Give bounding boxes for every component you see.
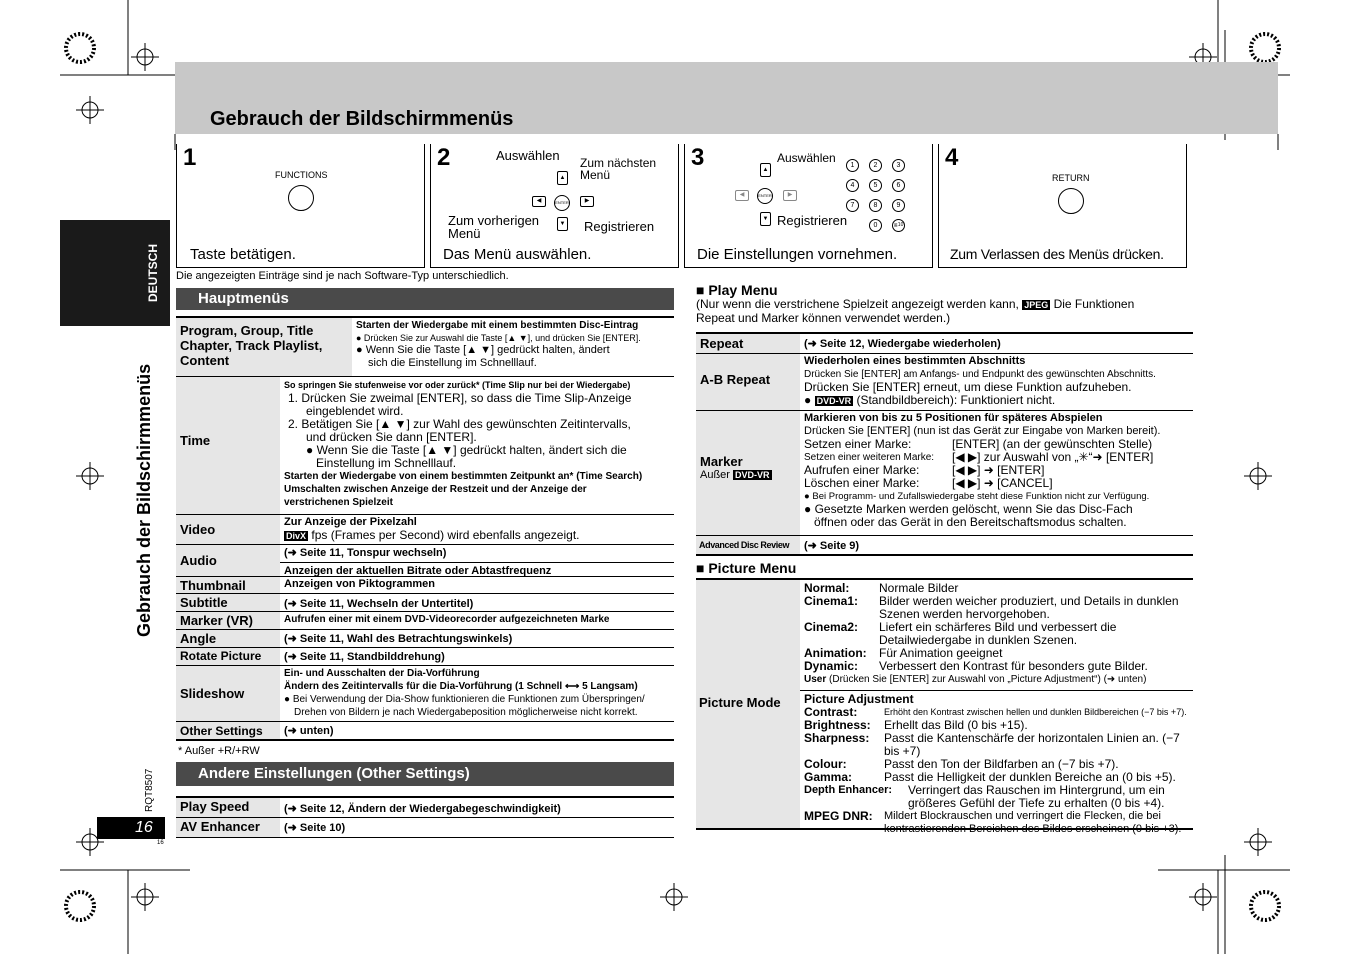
row-angle: [176, 630, 674, 648]
num-key-6[interactable]: 6: [892, 179, 905, 192]
functions-button[interactable]: [288, 185, 314, 211]
mode-desc: Liefert ein schärferes Bild und verbessert die Detailwiedergabe in dunklen Szenen.: [879, 620, 1117, 647]
row-key: Marker: [700, 454, 743, 469]
row-play-speed: [176, 798, 674, 818]
row-desc: ● Wenn Sie die Taste [▲ ▼] gedrückt halten, ändert sich die: [306, 443, 627, 457]
marker-action: Setzen einer weiteren Marke:: [804, 452, 935, 463]
row-desc: Ändern des Zeitintervalls für die Dia-Vorführung (1 Schnell ⟷ 5 Langsam): [284, 681, 638, 692]
play-menu-intro-text: Die Funktionen: [1053, 297, 1135, 311]
row-key: Angle: [176, 630, 280, 647]
mode-name: Cinema1:: [804, 594, 859, 608]
row-key: Rotate Picture: [176, 648, 280, 665]
dvd-vr-tag: DVD-VR: [816, 396, 852, 406]
row-desc: Drücken Sie [ENTER] erneut, um diese Funktion aufzuheben.: [804, 380, 1132, 394]
play-menu-table: [696, 332, 1193, 556]
marker-keys: [◀ ▶] zur Auswahl von „✳“➜ [ENTER]: [952, 450, 1154, 464]
num-key-3[interactable]: 3: [892, 159, 905, 172]
mode-desc: Für Animation geeignet: [879, 646, 1003, 660]
mode-name: Cinema2:: [804, 620, 859, 634]
row-key-cell: [696, 411, 800, 535]
vertical-title: Gebrauch der Bildschirmmenüs: [134, 363, 154, 637]
adj-name: Gamma:: [804, 770, 853, 784]
marker-action: Löschen einer Marke:: [804, 476, 920, 490]
row-other-settings: [176, 722, 674, 741]
row-desc: 1. Drücken Sie zweimal [ENTER], so dass die Time Slip-Anzeige: [288, 391, 632, 405]
row-desc: (➜ Seite 12, Ändern der Wiedergabegeschwindigkeit): [284, 803, 561, 815]
row-desc: Anzeigen der aktuellen Bitrate oder Abtastfrequenz: [284, 565, 552, 577]
adj-desc: Passt die Helligkeit der dunklen Bereiche an (0 bis +5).: [884, 770, 1176, 784]
step-2-number: 2: [437, 144, 451, 171]
left-arrow-key-3[interactable]: ◀: [735, 190, 749, 201]
step-1-number: 1: [183, 144, 197, 171]
play-menu-heading: ■ Play Menu: [696, 282, 778, 298]
main-menus-table: [176, 316, 674, 741]
mode-name: Normal:: [804, 581, 850, 595]
row-key: Time: [176, 377, 280, 514]
row-desc: verstrichenen Spielzeit: [284, 497, 393, 508]
play-menu-intro: [696, 298, 1193, 325]
row-desc: (➜ Seite 9): [804, 540, 860, 552]
mode-desc: Normale Bilder: [879, 581, 959, 595]
row-desc: (➜ Seite 12, Wiedergabe wiederholen): [804, 338, 1001, 350]
row-desc: Aufrufen einer mit einem DVD-Videorecorder aufgezeichneten Marke: [284, 614, 610, 625]
row-desc: Anzeigen von Piktogrammen: [284, 578, 435, 590]
footnote: * Außer +R/+RW: [178, 745, 260, 757]
play-menu-intro-text: (Nur wenn die verstrichene Spielzeit angezeigt werden kann,: [696, 297, 1019, 311]
enter-key[interactable]: ENTER: [554, 195, 570, 211]
marker-keys: [ENTER] (an der gewünschten Stelle): [952, 437, 1153, 451]
step-3-register-label: Registrieren: [777, 213, 848, 228]
row-desc: 2. Betätigen Sie [▲ ▼] zur Wahl des gewünschten Zeitintervalls,: [288, 417, 631, 431]
dvd-vr-tag: DVD-VR: [735, 470, 770, 480]
row-desc-text: (Standbildbereich): Funktioniert nicht.: [856, 393, 1056, 407]
mode-desc: Bilder werden weicher produziert, und Details in dunklen Szenen werden hervorgehoben.: [879, 594, 1179, 621]
page-title: Gebrauch der Bildschirmmenüs: [210, 108, 514, 130]
row-desc: sich die Einstellung im Schnelllauf.: [368, 357, 537, 369]
step-2-register-label: Registrieren: [584, 219, 655, 234]
row-desc: Umschalten zwischen Anzeige der Restzeit und der Anzeige der: [284, 484, 587, 495]
row-desc: ● Gesetzte Marken werden gelöscht, wenn Sie das Disc-Fach: [804, 502, 1133, 516]
row-marker-vr: [176, 612, 674, 630]
enter-key-3[interactable]: ENTER: [757, 188, 773, 204]
row-slideshow: [176, 666, 674, 722]
step-2-select-label: Auswählen: [496, 148, 560, 163]
row-desc: Markieren von bis zu 5 Positionen für späteres Abspielen: [804, 412, 1103, 424]
picture-modes: [804, 582, 1189, 673]
return-button[interactable]: [1058, 188, 1084, 214]
step-3-select-label: Auswählen: [777, 151, 836, 165]
row-key: Thumbnail: [176, 577, 280, 593]
picture-menu-heading: ■ Picture Menu: [696, 560, 797, 576]
row-key: Audio: [176, 545, 280, 576]
num-key-1[interactable]: 1: [846, 159, 859, 172]
mode-name: Dynamic:: [804, 659, 859, 673]
up-arrow-key-3[interactable]: ▲: [760, 163, 771, 177]
row-key: Play Speed: [176, 798, 280, 817]
up-arrow-key[interactable]: ▲: [557, 171, 568, 185]
num-key-0[interactable]: 0: [869, 219, 882, 232]
left-arrow-key[interactable]: ◀: [532, 196, 546, 207]
page-number: 16: [135, 819, 153, 836]
tiny-page-number: 16: [157, 840, 164, 846]
step-4-label: Zum Verlassen des Menüs drücken.: [950, 246, 1164, 262]
adj-name: Sharpness:: [804, 731, 870, 745]
step-3-label: Die Einstellungen vornehmen.: [697, 246, 898, 263]
row-desc: Ein- und Ausschalten der Dia-Vorführung: [284, 668, 480, 679]
row-rotate: [176, 648, 674, 666]
adjustment-title: Picture Adjustment: [804, 692, 914, 706]
row-subtitle: [176, 594, 674, 612]
row-desc: (➜ Seite 11, Tonspur wechseln): [280, 545, 674, 563]
picture-mode-key: Picture Mode: [696, 580, 800, 828]
row-key: Marker (VR): [176, 612, 280, 629]
picture-adjustments: [804, 706, 1189, 784]
row-desc: ● Wenn Sie die Taste [▲ ▼] gedrückt halten, ändert: [356, 344, 610, 356]
row-desc: öffnen oder das Gerät in den Bereitschaftsmodus schalten.: [814, 515, 1127, 529]
num-key-7[interactable]: 7: [846, 199, 859, 212]
top-note: Die angezeigten Einträge sind je nach Software-Typ unterschiedlich.: [176, 270, 509, 282]
row-desc: (➜ Seite 11, Wechseln der Untertitel): [284, 598, 474, 610]
row-desc: Wiederholen eines bestimmten Abschnitts: [804, 355, 1026, 367]
row-time: [176, 377, 674, 515]
adj-desc: Mildert Blockrauschen und verringert die Flecken, die bei kontrastierenden Bereichen des Bildes erscheinen (0 bis +3).: [884, 810, 1182, 835]
depth-enhancer: [804, 784, 1189, 810]
user-mode-name: User: [804, 674, 827, 685]
row-desc: Zur Anzeige der Pixelzahl: [284, 516, 417, 528]
row-desc: ● Drücken Sie zur Auswahl die Taste [▲ ▼], und drücken Sie [ENTER].: [356, 333, 641, 343]
picture-menu-table: [696, 578, 1193, 835]
language-label: DEUTSCH: [146, 244, 160, 303]
other-settings-table: [176, 796, 674, 838]
main-menus-heading: Hauptmenüs: [176, 288, 674, 310]
row-desc: (➜ unten): [284, 725, 334, 737]
row-repeat: [696, 334, 1193, 354]
num-key-4[interactable]: 4: [846, 179, 859, 192]
row-key: Advanced Disc Review: [696, 536, 800, 554]
row-desc: (➜ Seite 10): [284, 822, 346, 834]
row-desc-text: fps (Frames per Second) wird ebenfalls angezeigt.: [311, 528, 580, 542]
adj-desc: Erhöht den Kontrast zwischen hellen und dunklen Bildbereichen (−7 bis +7).: [884, 707, 1187, 717]
marker-action: Aufrufen einer Marke:: [804, 463, 920, 477]
num-key-5[interactable]: 5: [869, 179, 882, 192]
row-desc: ● DVD-VR (Standbildbereich): Funktioniert nicht.: [804, 393, 1056, 407]
step-2-label: Das Menü auswählen.: [443, 246, 592, 263]
step-4-number: 4: [945, 144, 959, 171]
mode-name: Animation:: [804, 646, 867, 660]
right-arrow-key-3[interactable]: ▶: [783, 190, 797, 201]
num-key-8[interactable]: 8: [869, 199, 882, 212]
adj-desc: Verringert das Rauschen im Hintergrund, um ein größeres Gefühl der Tiefe zu erhalten (0 bis +4).: [908, 783, 1165, 810]
adj-desc: Passt die Kantenschärfe der horizontalen Linien an. (−7 bis +7): [884, 731, 1180, 758]
row-desc: (➜ Seite 11, Standbilddrehung): [284, 651, 445, 663]
marker-action: Setzen einer Marke:: [804, 437, 912, 451]
row-key: Repeat: [696, 334, 800, 353]
num-key-9[interactable]: 9: [892, 199, 905, 212]
step-1-label: Taste betätigen.: [190, 246, 296, 263]
functions-button-label: FUNCTIONS: [275, 170, 328, 180]
row-key-sub: Außer: [700, 469, 730, 481]
row-key: Subtitle: [176, 594, 280, 611]
return-button-label: RETURN: [1052, 173, 1090, 183]
row-adr: [696, 536, 1193, 556]
row-key: Slideshow: [176, 666, 280, 721]
row-ab-repeat: [696, 354, 1193, 411]
doc-code: RQT8507: [144, 768, 155, 812]
page-number-box: [97, 817, 165, 839]
adj-name: Contrast:: [804, 705, 858, 719]
marker-actions: [804, 438, 1189, 490]
step-3-number: 3: [691, 144, 705, 171]
right-arrow-key[interactable]: ▶: [580, 196, 594, 207]
row-desc: ● Bei Verwendung der Dia-Show funktionieren die Funktionen zum Überspringen/: [284, 694, 645, 705]
row-key: A-B Repeat: [696, 354, 800, 410]
adj-name: Brightness:: [804, 718, 871, 732]
down-arrow-key[interactable]: ▼: [557, 217, 568, 231]
row-key: Other Settings: [176, 722, 280, 739]
step-2-next-menu-label: Zum nächsten Menü: [580, 156, 657, 182]
adj-desc: Erhellt das Bild (0 bis +15).: [884, 718, 1028, 732]
other-settings-heading: Andere Einstellungen (Other Settings): [176, 762, 674, 786]
marker-keys: [◀ ▶] ➜ [CANCEL]: [952, 476, 1053, 490]
row-desc: [284, 529, 580, 543]
row-marker: [696, 411, 1193, 536]
row-program: [176, 318, 674, 377]
divx-tag: DivX: [286, 531, 307, 541]
user-mode-desc: (Drücken Sie [ENTER] zur Auswahl von „Picture Adjustment“) (➜ unten): [829, 674, 1147, 685]
mpeg-dnr: [804, 810, 1189, 836]
num-key-2[interactable]: 2: [869, 159, 882, 172]
row-desc: ● Bei Programm- und Zufallswiedergabe steht diese Funktion nicht zur Verfügung.: [804, 491, 1150, 502]
row-key: Video: [176, 515, 280, 544]
row-av-enhancer: [176, 818, 674, 838]
row-video: [176, 515, 674, 545]
row-audio: [176, 545, 674, 577]
row-desc: Starten der Wiedergabe mit einem bestimmten Disc-Eintrag: [356, 320, 639, 331]
step-2-prev-menu-label: Zum vorherigen Menü: [448, 213, 540, 241]
play-menu-intro-text: Repeat und Marker können verwendet werden.): [696, 311, 951, 325]
row-desc: So springen Sie stufenweise vor oder zurück* (Time Slip nur bei der Wiedergabe): [284, 380, 631, 390]
marker-keys: [◀ ▶] ➜ [ENTER]: [952, 463, 1045, 477]
row-desc: Drücken Sie [ENTER] (nun ist das Gerät zur Eingabe von Marken bereit).: [804, 425, 1161, 437]
row-desc: Einstellung im Schnelllauf.: [316, 456, 457, 470]
jpeg-tag: JPEG: [1024, 300, 1049, 310]
row-desc: Drehen von Bildern je nach Wiedergabeposition möglicherweise nicht korrekt.: [294, 707, 638, 718]
row-desc: Starten der Wiedergabe von einem bestimmten Zeitpunkt an* (Time Search): [284, 471, 643, 482]
row-desc: und drücken Sie dann [ENTER].: [306, 430, 477, 444]
adj-desc: Passt den Ton der Bildfarben an (−7 bis +7).: [884, 757, 1119, 771]
row-key: Program, Group, Title Chapter, Track Playlist, Content: [176, 318, 352, 376]
row-desc: (➜ Seite 11, Wahl des Betrachtungswinkels): [284, 633, 513, 645]
row-key: AV Enhancer: [176, 818, 280, 837]
mode-desc: Verbessert den Kontrast für besonders gute Bilder.: [879, 659, 1148, 673]
adj-name: Colour:: [804, 757, 847, 771]
row-desc: eingeblendet wird.: [306, 404, 404, 418]
adj-name: MPEG DNR:: [804, 809, 873, 823]
num-key-10-plus[interactable]: ≧10: [892, 219, 905, 232]
down-arrow-key-3[interactable]: ▼: [760, 212, 771, 226]
adj-name: Depth Enhancer:: [804, 784, 893, 796]
row-desc: Drücken Sie [ENTER] am Anfangs- und Endpunkt des gewünschten Abschnitts.: [804, 369, 1156, 380]
